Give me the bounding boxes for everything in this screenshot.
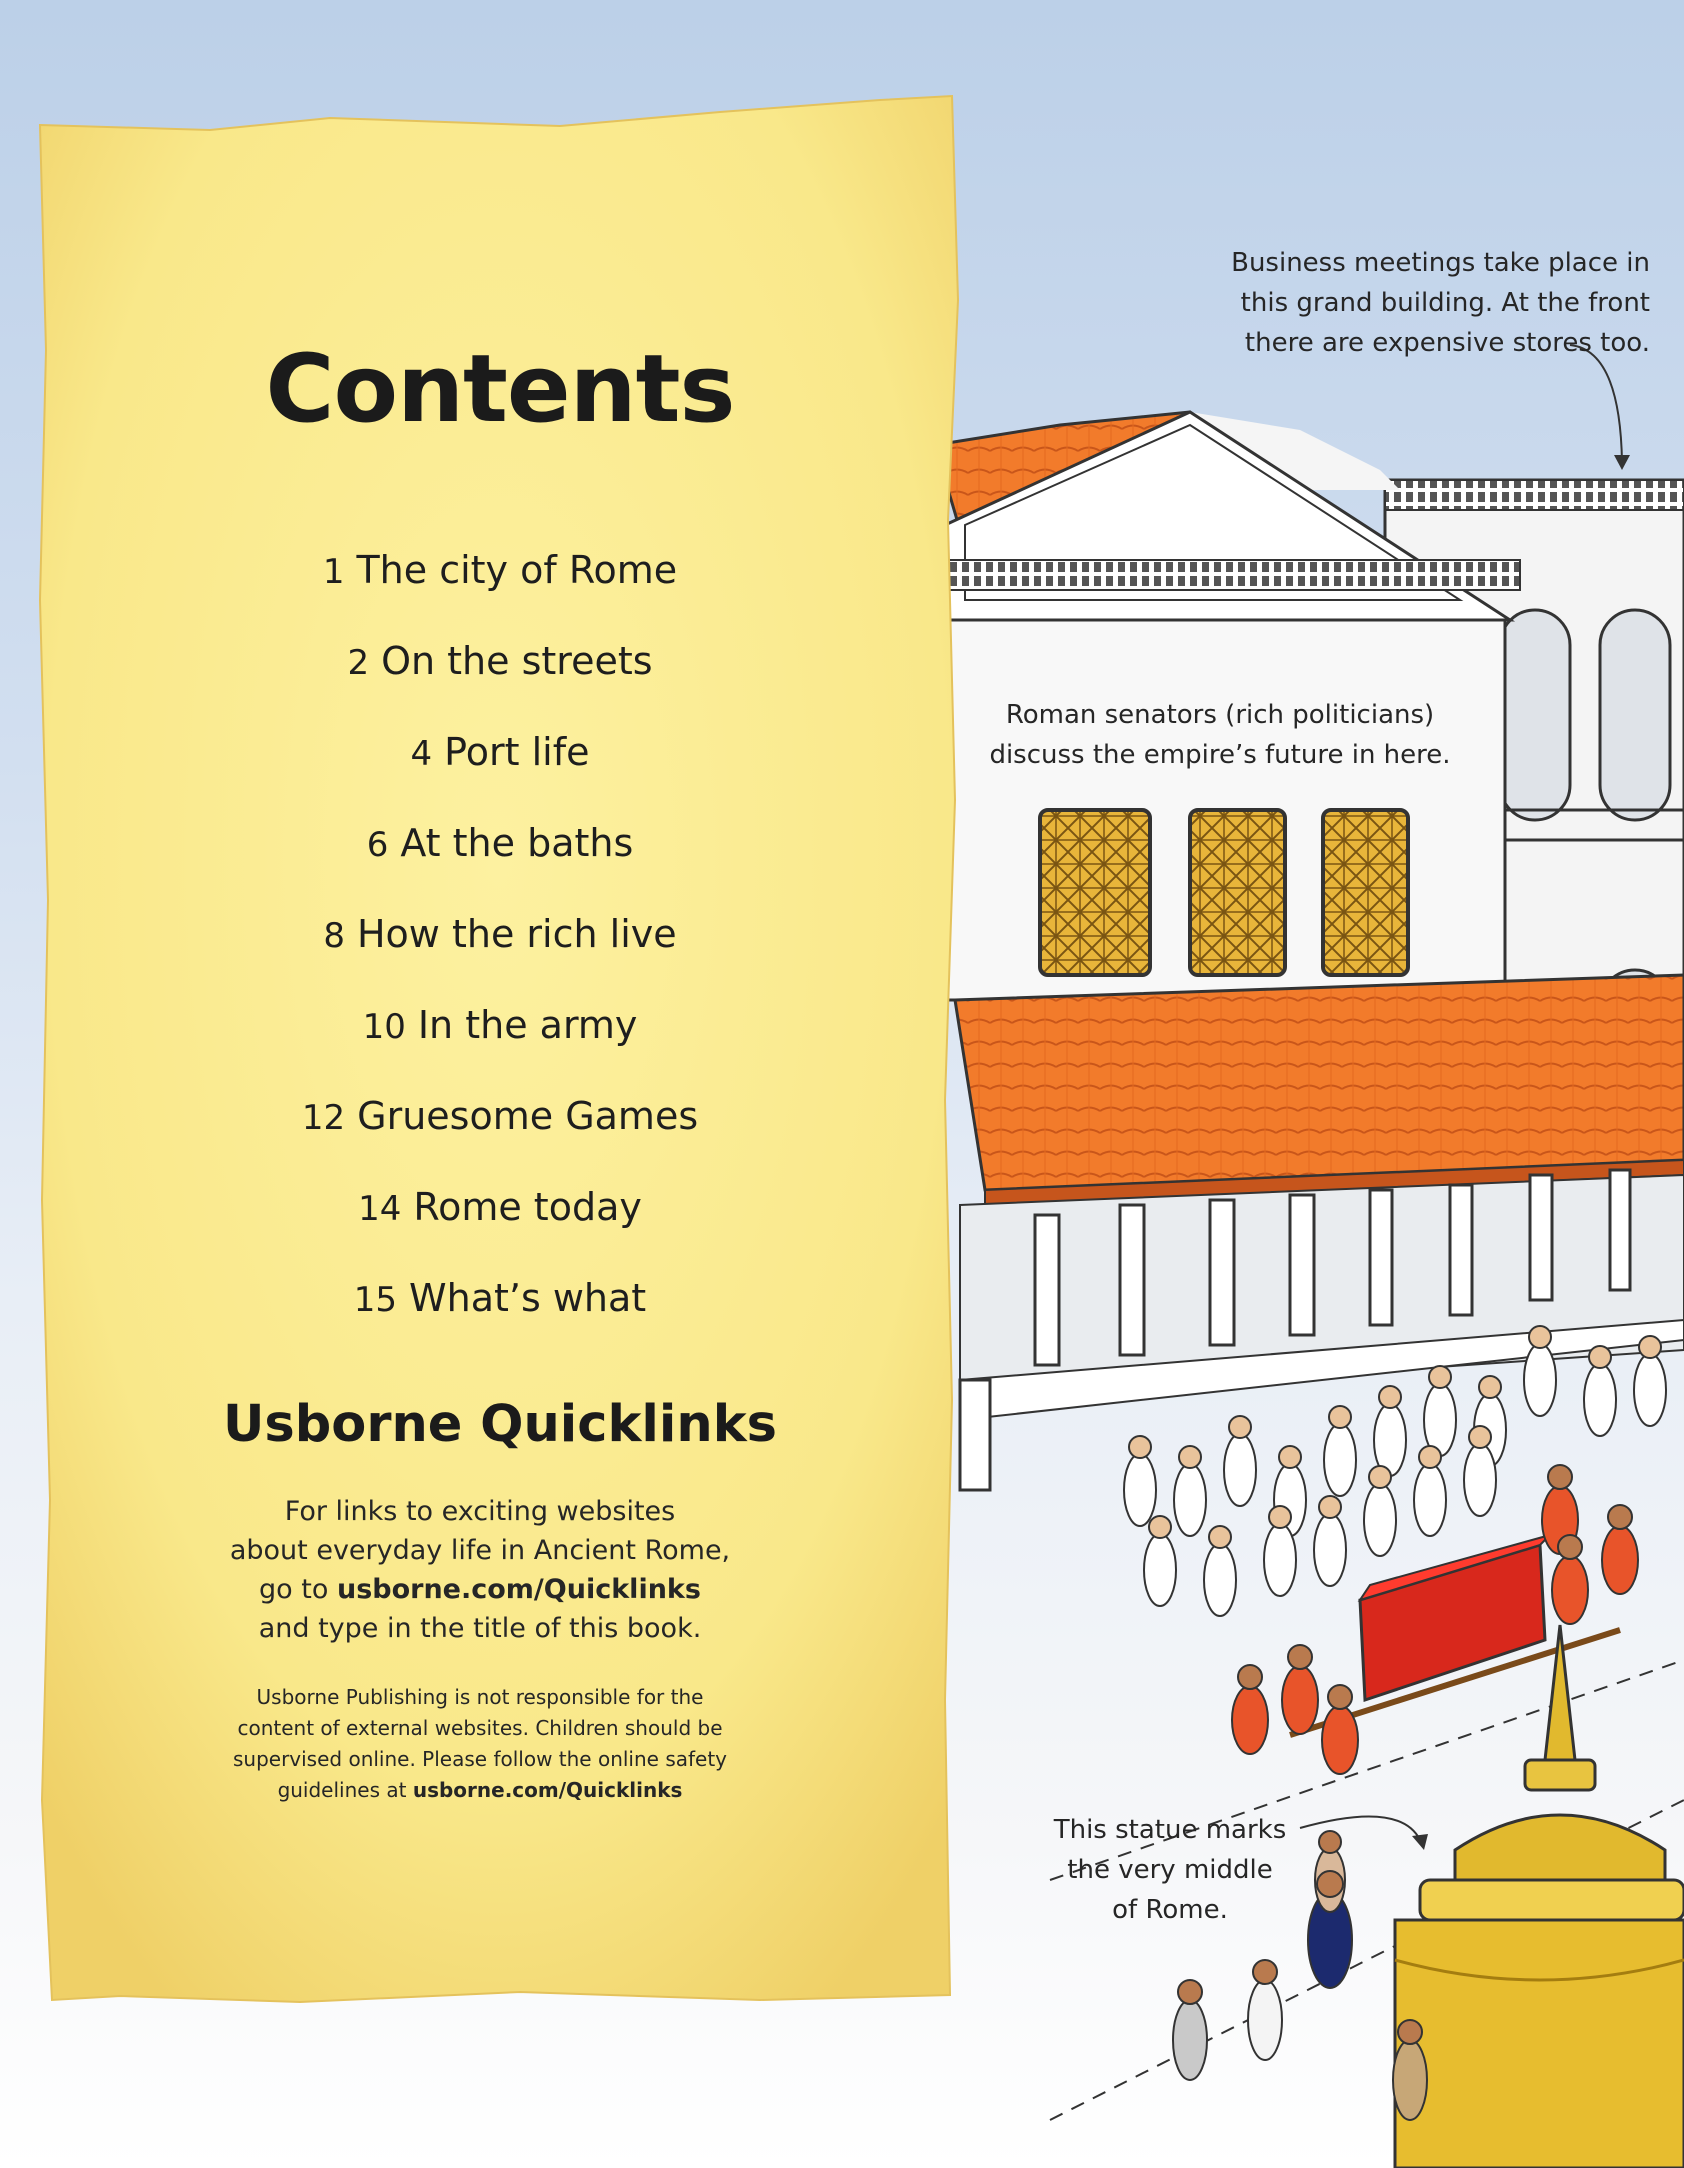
contents-title: Contents [265, 335, 735, 444]
contents-item[interactable] [40, 1071, 960, 1162]
page-number: 4 [410, 734, 433, 774]
disclaimer-line: Usborne Publishing is not responsible for the [256, 1685, 704, 1709]
contents-item[interactable] [40, 889, 960, 980]
quicklinks-line: and type in the title of this book. [258, 1613, 702, 1644]
contents-item[interactable] [40, 980, 960, 1071]
contents-list [40, 525, 960, 1344]
contents-item[interactable] [40, 1162, 960, 1253]
page-number: 2 [347, 643, 370, 683]
annotation-line: Business meetings take place in [1231, 248, 1650, 278]
disclaimer-line: supervised online. Please follow the online safety [232, 1747, 728, 1771]
page-number: 15 [353, 1280, 398, 1320]
annotation-line: there are expensive stores too. [1244, 328, 1650, 358]
quicklinks-line: about everyday life in Ancient Rome, [229, 1535, 731, 1566]
chapter-label: Rome today [413, 1185, 642, 1229]
safety-disclaimer [130, 1682, 830, 1806]
senators-annotation [960, 695, 1480, 775]
contents-item[interactable] [40, 525, 960, 616]
business-annotation [1110, 243, 1650, 363]
contents-panel [40, 120, 960, 2000]
contents-item[interactable] [40, 798, 960, 889]
chapter-label: How the rich live [356, 912, 677, 956]
annotation-line: the very middle [1067, 1855, 1273, 1885]
annotation-line: discuss the empire’s future in here. [989, 740, 1451, 770]
quicklinks-body [100, 1492, 860, 1648]
chapter-label: What’s what [409, 1276, 647, 1320]
quicklinks-line: go to [259, 1574, 337, 1605]
disclaimer-line: content of external websites. Children should be [237, 1716, 723, 1740]
chapter-label: The city of Rome [356, 548, 678, 592]
page-number: 14 [358, 1189, 402, 1229]
annotation-line: this grand building. At the front [1240, 288, 1650, 318]
page-number: 10 [362, 1007, 406, 1047]
chapter-label: Port life [444, 730, 590, 774]
chapter-label: In the army [417, 1003, 638, 1047]
quicklinks-title: Usborne Quicklinks [223, 1395, 777, 1454]
disclaimer-line: guidelines at [277, 1778, 413, 1802]
page-number: 1 [322, 552, 345, 592]
quicklinks-link[interactable]: usborne.com/Quicklinks [336, 1574, 701, 1605]
statue-annotation [1010, 1810, 1330, 1930]
annotation-line: of Rome. [1112, 1895, 1228, 1925]
chapter-label: On the streets [381, 639, 653, 683]
contents-item[interactable] [40, 616, 960, 707]
annotation-line: This statue marks [1053, 1815, 1287, 1845]
quicklinks-line: For links to exciting websites [284, 1496, 676, 1527]
page-number: 6 [366, 825, 389, 865]
chapter-label: At the baths [400, 821, 634, 865]
page-number: 8 [323, 916, 345, 956]
annotation-line: Roman senators (rich politicians) [1005, 700, 1435, 730]
disclaimer-link[interactable]: usborne.com/Quicklinks [412, 1778, 683, 1802]
page-number: 12 [301, 1098, 346, 1138]
chapter-label: Gruesome Games [357, 1094, 699, 1138]
contents-item[interactable] [40, 707, 960, 798]
contents-item[interactable] [40, 1253, 960, 1344]
